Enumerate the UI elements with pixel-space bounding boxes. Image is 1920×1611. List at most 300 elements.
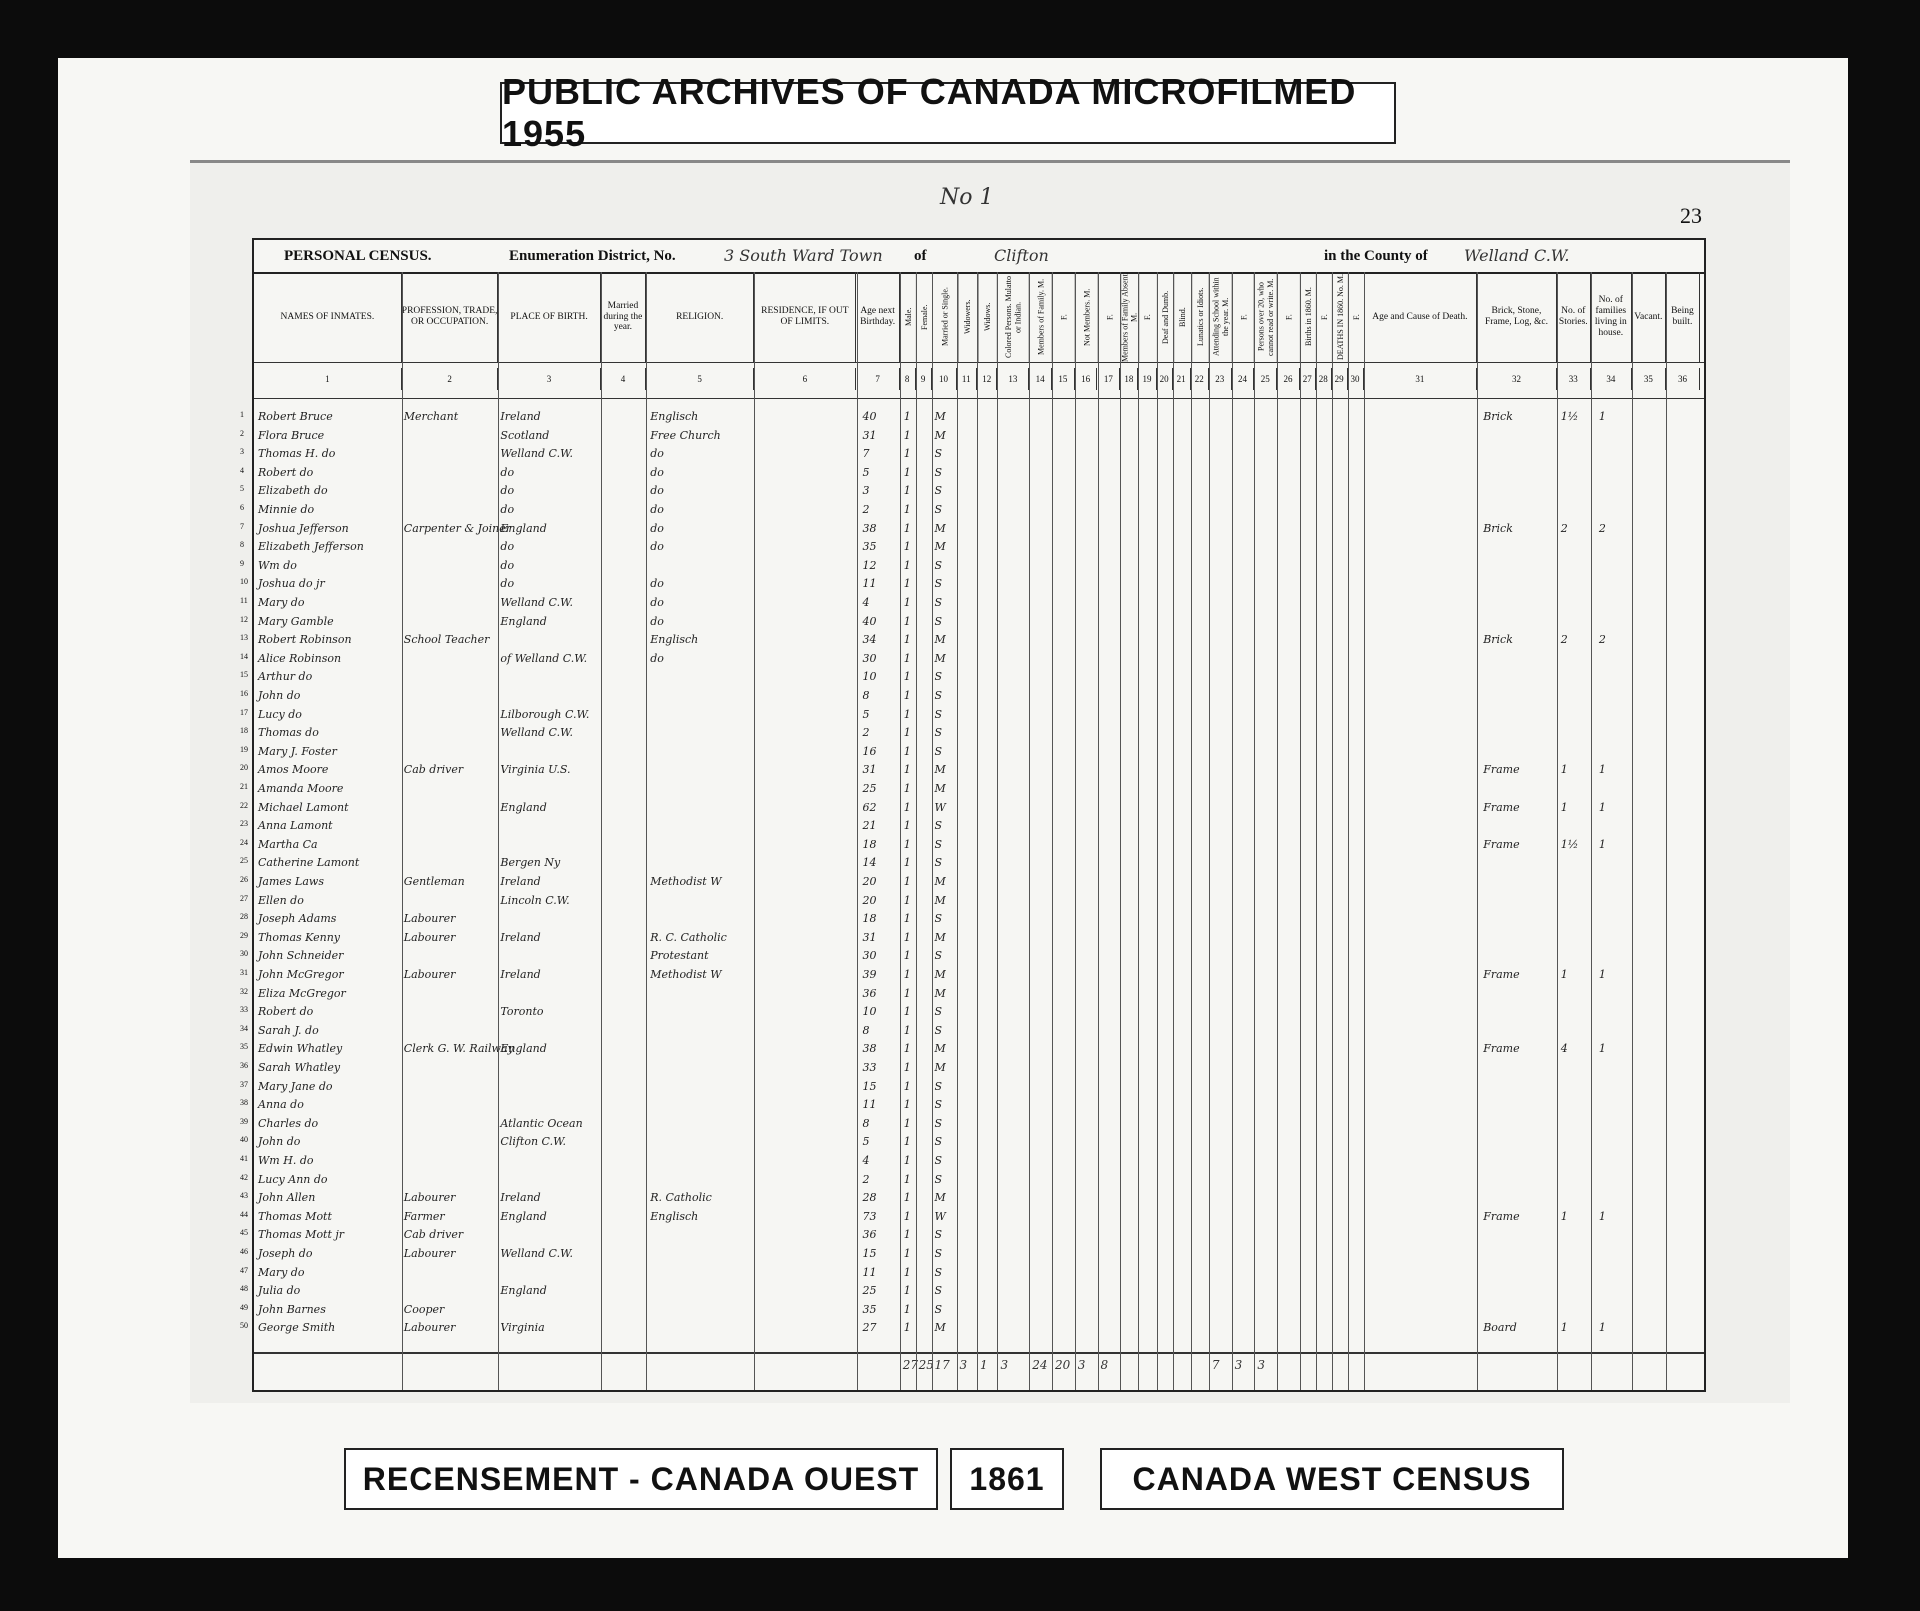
cell-age: 21 [862,819,877,833]
table-row [240,817,1704,836]
cell-sex: 1 [903,614,911,628]
cell-stories: 1 [1560,1209,1568,1223]
cell-stories: 2 [1560,521,1568,535]
cell-house: Brick [1483,410,1513,423]
column-number-27: 27 [1300,368,1316,390]
census-sheet [190,160,1790,1403]
cell-age: 73 [862,1209,877,1223]
table-row [240,1245,1704,1264]
cell-house: Brick [1483,521,1513,535]
cell-age: 7 [862,447,870,461]
cell-ms: S [934,837,943,851]
table-row [240,1096,1704,1115]
total-col12: 1 [980,1358,988,1372]
column-rule [977,272,978,1390]
cell-name: Joshua Jefferson [258,521,349,535]
row-number: 9 [240,558,244,568]
cell-sex: 1 [903,893,911,907]
cell-name: Martha Ca [258,837,318,851]
total-col8: 27 [902,1358,918,1372]
table-row [240,575,1704,594]
cell-sex: 1 [903,949,911,963]
column-rule [997,272,998,1390]
year-banner: 1861 [950,1448,1064,1510]
table-row [240,1189,1704,1208]
cell-house: Frame [1483,763,1520,777]
cell-stories: 1½ [1560,410,1579,423]
cell-sex: 1 [903,707,911,721]
column-number-5: 5 [646,368,754,390]
column-number-divider [254,398,1704,399]
cell-age: 2 [862,726,870,740]
row-number: 32 [240,986,248,996]
row-number: 13 [240,633,248,643]
column-rule [1075,272,1076,1390]
column-number-8: 8 [900,368,916,390]
total-col14: 24 [1032,1358,1048,1372]
row-number: 37 [240,1079,248,1089]
cell-occ: Farmer [403,1209,445,1223]
cell-birth: Welland C.W. [500,1247,573,1260]
cell-occ: Labourer [403,1191,456,1205]
cell-name: Amanda Moore [258,782,344,795]
column-header-35: Vacant. [1632,272,1666,362]
table-row [240,1022,1704,1041]
table-row [240,631,1704,650]
table-row [240,501,1704,520]
cell-age: 18 [862,912,877,926]
table-row [240,613,1704,632]
row-number: 50 [240,1321,248,1331]
cell-name: Joseph Adams [258,912,337,926]
cell-rel: do [650,540,664,554]
column-rule [916,272,917,1390]
cell-sex: 1 [903,726,911,740]
cell-house: Frame [1483,837,1520,851]
cell-age: 33 [862,1061,877,1074]
cell-age: 36 [862,1228,877,1242]
cell-age: 31 [862,763,877,777]
column-rule [957,272,958,1390]
cell-name: Edwin Whatley [258,1042,343,1056]
column-number-32: 32 [1477,368,1557,390]
total-col9: 25 [918,1358,934,1372]
cell-name: Wm H. do [258,1154,314,1167]
row-number: 19 [240,744,248,754]
column-header-9: Female. [916,272,932,362]
column-rule [1348,272,1349,1390]
table-row [240,706,1704,725]
table-row [240,482,1704,501]
cell-ms: S [934,465,943,479]
cell-sex: 1 [903,763,911,777]
cell-sex: 1 [903,1247,911,1260]
cell-name: Mary do [258,1265,305,1279]
cell-house: Frame [1483,1042,1520,1056]
column-header-30: F. [1348,272,1364,362]
total-col11: 3 [959,1358,968,1372]
row-number: 22 [240,800,248,810]
cell-sex: 1 [903,837,911,851]
column-header-1: NAMES OF INMATES. [254,272,402,362]
cell-birth: Lilborough C.W. [500,707,590,721]
cell-name: Anna do [258,1098,304,1112]
column-number-26: 26 [1277,368,1300,390]
cell-occ: Labourer [403,1321,456,1335]
cell-ms: S [934,912,943,926]
column-header-12: Widows. [977,272,997,362]
column-header-21: Blind. [1173,272,1191,362]
cell-age: 2 [862,503,870,516]
total-col16: 3 [1077,1358,1086,1372]
cell-house: Brick [1483,633,1513,647]
cell-age: 11 [862,1265,877,1279]
cell-ms: M [934,428,946,442]
row-number: 25 [240,856,248,866]
column-rule [1632,272,1633,1390]
cell-name: Julia do [258,1284,301,1298]
column-header-4: Married during the year. [601,272,646,362]
cell-fam: 1 [1598,1321,1606,1335]
cell-house: Frame [1483,800,1520,814]
column-number-3: 3 [498,368,600,390]
cell-birth: Atlantic Ocean [500,1116,583,1130]
cell-birth: do [500,577,515,591]
cell-rel: Englisch [650,410,699,423]
cell-sex: 1 [903,521,911,535]
cell-sex: 1 [903,1135,911,1149]
cell-name: Eliza McGregor [258,986,346,1000]
cell-name: Mary J. Foster [258,744,337,758]
cell-name: Mary Jane do [258,1079,333,1093]
cell-occ: Labourer [403,930,456,944]
cell-sex: 1 [903,1228,911,1242]
cell-age: 28 [862,1191,877,1205]
row-number: 10 [240,577,248,587]
column-number-7: 7 [857,368,900,390]
cell-birth: Welland C.W. [500,726,573,740]
form-title-row [254,240,1704,274]
cell-ms: S [934,1302,943,1316]
row-number: 23 [240,819,248,829]
cell-ms: S [934,614,943,628]
cell-fam: 2 [1598,521,1606,535]
cell-stories: 1½ [1560,837,1579,851]
cell-birth: Scotland [500,428,550,442]
cell-ms: S [934,1284,943,1298]
row-number: 24 [240,837,248,847]
column-number-24: 24 [1232,368,1255,390]
cell-age: 15 [862,1247,877,1260]
table-row [240,1003,1704,1022]
district-value: 3 South Ward Town [724,246,883,265]
cell-ms: S [934,1172,943,1186]
total-col10: 17 [934,1358,950,1372]
column-header-11: Widowers. [957,272,977,362]
cell-ms: S [934,447,943,461]
table-row [240,873,1704,892]
cell-ms: M [934,930,946,944]
cell-sex: 1 [903,1172,911,1186]
cell-age: 25 [862,782,877,795]
cell-rel: Protestant [650,949,709,963]
row-number: 33 [240,1005,248,1015]
cell-birth: Welland C.W. [500,447,573,461]
cell-age: 40 [862,614,877,628]
cell-sex: 1 [903,1116,911,1130]
table-row [240,1152,1704,1171]
cell-age: 39 [862,968,877,981]
table-row [240,668,1704,687]
cell-rel: do [650,465,664,479]
row-number: 4 [240,465,244,475]
column-number-4: 4 [601,368,646,390]
cell-ms: S [934,1098,943,1112]
cell-sex: 1 [903,1005,911,1019]
column-number-21: 21 [1173,368,1191,390]
cell-rel: R. Catholic [650,1191,712,1205]
column-header-18: Members of Family Absent. M. [1120,272,1139,362]
column-header-5: RELIGION. [646,272,754,362]
column-number-1: 1 [254,368,402,390]
cell-ms: S [934,949,943,963]
row-number: 38 [240,1098,248,1108]
cell-ms: M [934,986,946,1000]
cell-name: Lucy Ann do [258,1172,328,1186]
column-rule [1098,272,1099,1390]
cell-age: 11 [862,577,877,591]
cell-birth: England [500,800,547,814]
column-header-15: F. [1052,272,1075,362]
cell-ms: S [934,1023,943,1037]
cell-rel: Englisch [650,633,699,647]
cell-rel: do [650,651,664,665]
cell-age: 38 [862,1042,877,1056]
table-row [240,743,1704,762]
row-number: 46 [240,1247,248,1256]
cell-birth: England [500,1042,547,1056]
cell-ms: M [934,410,946,423]
column-rule [1157,272,1158,1390]
row-number: 18 [240,726,248,736]
cell-ms: S [934,484,943,498]
cell-birth: Clifton C.W. [500,1135,566,1149]
cell-age: 30 [862,949,877,963]
cell-birth: England [500,521,547,535]
row-number: 35 [240,1042,248,1052]
row-number: 36 [240,1061,248,1070]
row-number: 12 [240,614,248,624]
cell-occ: Gentleman [403,875,465,888]
column-header-23: Attending School within the year. M. [1209,272,1232,362]
cell-stories: 1 [1560,800,1568,814]
cell-ms: M [934,540,946,554]
cell-sex: 1 [903,1191,911,1205]
cell-age: 35 [862,540,877,554]
column-number-10: 10 [932,368,957,390]
table-row [240,947,1704,966]
census-banner: CANADA WEST CENSUS [1100,1448,1564,1510]
archive-banner: PUBLIC ARCHIVES OF CANADA MICROFILMED 1955 [500,82,1396,144]
row-number: 11 [240,596,248,605]
column-number-6: 6 [754,368,856,390]
cell-name: Elizabeth Jefferson [258,540,364,554]
cell-rel: Methodist W [650,875,722,888]
cell-sex: 1 [903,428,911,442]
table-row [240,1171,1704,1190]
cell-sex: 1 [903,1023,911,1037]
column-number-15: 15 [1052,368,1075,390]
cell-ms: S [934,1265,943,1279]
cell-sex: 1 [903,1321,911,1335]
cell-ms: S [934,577,943,591]
cell-stories: 2 [1560,633,1568,647]
table-row [240,1282,1704,1301]
cell-birth: do [500,465,515,479]
cell-ms: M [934,893,946,907]
table-row [240,929,1704,948]
column-number-36: 36 [1666,368,1700,390]
column-rule [1209,272,1210,1390]
row-number: 43 [240,1191,248,1201]
column-number-19: 19 [1138,368,1156,390]
column-number-13: 13 [997,368,1029,390]
cell-sex: 1 [903,651,911,665]
cell-name: John do [258,689,301,702]
cell-age: 36 [862,986,877,1000]
cell-age: 31 [862,428,877,442]
column-number-12: 12 [977,368,997,390]
cell-age: 8 [862,1023,870,1037]
cell-age: 11 [862,1098,877,1112]
table-row [240,427,1704,446]
row-number: 44 [240,1209,248,1219]
cell-age: 27 [862,1321,877,1335]
cell-sex: 1 [903,1265,911,1279]
cell-name: Joseph do [258,1247,313,1260]
cell-name: Catherine Lamont [258,856,360,870]
cell-occ: Labourer [403,912,456,926]
column-rule [646,272,647,1390]
cell-occ: Labourer [403,1247,456,1260]
table-row [240,1133,1704,1152]
row-number: 34 [240,1023,248,1033]
cell-birth: do [500,558,515,572]
cell-name: Robert Bruce [258,410,333,423]
cell-birth: do [500,484,515,498]
column-number-22: 22 [1191,368,1209,390]
cell-rel: do [650,596,664,609]
cell-rel: do [650,614,664,628]
cell-age: 35 [862,1302,877,1316]
column-number-14: 14 [1029,368,1052,390]
cell-age: 8 [862,689,870,702]
cell-age: 34 [862,633,877,647]
column-header-33: No. of Stories. [1557,272,1591,362]
cell-stories: 1 [1560,968,1568,981]
row-number: 26 [240,875,248,884]
cell-age: 25 [862,1284,877,1298]
row-number: 20 [240,763,248,773]
table-row [240,836,1704,855]
cell-fam: 1 [1598,763,1606,777]
column-header-31: Age and Cause of Death. [1364,272,1478,362]
cell-rel: Englisch [650,1209,699,1223]
cell-name: Robert do [258,465,314,479]
form-title: PERSONAL CENSUS. [284,248,432,264]
cell-ms: S [934,689,943,702]
census-form [240,238,1706,1392]
table-row [240,910,1704,929]
row-number: 47 [240,1265,248,1275]
column-rule [1232,272,1233,1390]
cell-stories: 1 [1560,1321,1568,1335]
cell-fam: 1 [1598,1209,1606,1223]
table-row [240,1115,1704,1134]
column-header-19: F. [1138,272,1156,362]
cell-birth: Lincoln C.W. [500,893,570,907]
column-number-2: 2 [402,368,499,390]
cell-age: 5 [862,707,870,721]
total-col13: 3 [1000,1358,1009,1372]
cell-age: 10 [862,1005,877,1019]
cell-age: 12 [862,558,877,572]
cell-birth: Toronto [500,1005,544,1019]
row-number: 14 [240,651,248,661]
cell-sex: 1 [903,596,911,609]
column-header-27: Births in 1860. M. [1300,272,1316,362]
cell-rel: Methodist W [650,968,722,981]
cell-name: Wm do [258,558,297,572]
table-row [240,538,1704,557]
cell-birth: do [500,540,515,554]
cell-ms: S [934,1228,943,1242]
column-number-34: 34 [1591,368,1632,390]
cell-birth: do [500,503,515,516]
table-row [240,445,1704,464]
table-row [240,892,1704,911]
cell-birth: Virginia U.S. [500,763,571,777]
cell-ms: S [934,1005,943,1019]
cell-birth: Ireland [500,410,541,423]
cell-rel: do [650,484,664,498]
column-rule [1254,272,1255,1390]
cell-age: 2 [862,1172,870,1186]
census-rows [240,408,1704,1348]
table-row [240,761,1704,780]
cell-age: 38 [862,521,877,535]
cell-ms: S [934,596,943,609]
table-row [240,1078,1704,1097]
column-rule [1591,272,1592,1390]
cell-name: John Barnes [258,1302,326,1316]
cell-ms: M [934,763,946,777]
cell-house: Frame [1483,1209,1520,1223]
cell-stories: 1 [1560,763,1568,777]
cell-birth: England [500,1209,547,1223]
column-number-16: 16 [1075,368,1098,390]
column-number-17: 17 [1098,368,1121,390]
row-number: 15 [240,670,248,680]
cell-sex: 1 [903,782,911,795]
cell-sex: 1 [903,410,911,423]
row-number: 6 [240,503,244,512]
cell-ms: M [934,1321,946,1335]
cell-name: Mary do [258,596,305,609]
cell-occ: School Teacher [403,633,490,647]
cell-age: 30 [862,651,877,665]
cell-name: Minnie do [258,503,315,516]
